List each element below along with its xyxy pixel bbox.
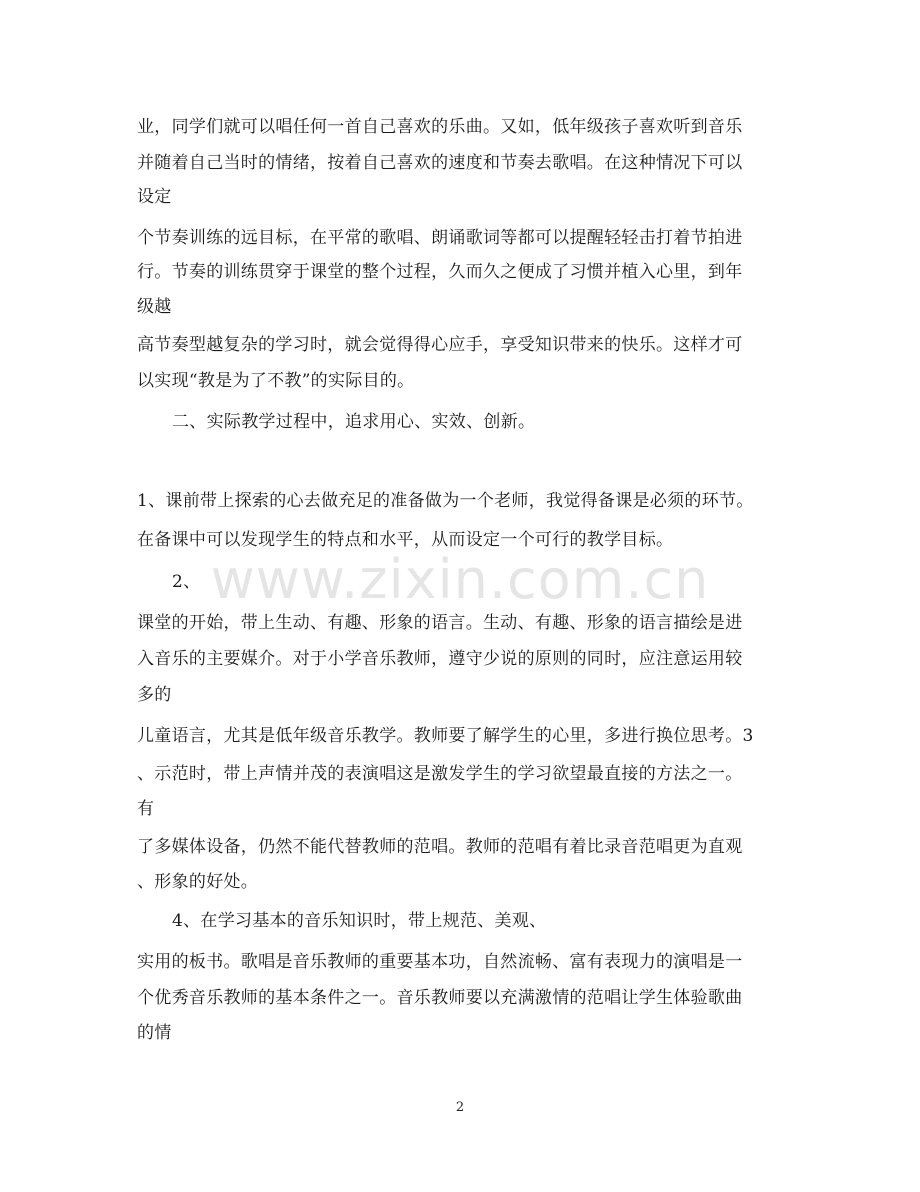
text-line: 个节奏训练的远目标，在平常的歌唱、朗诵歌词等都可以提醒轻轻击打着节拍进 — [137, 228, 743, 248]
list-item-number: 2、 — [172, 572, 201, 592]
watermark: www.zixin.com.cn — [210, 548, 710, 611]
text-line: 级越 — [137, 297, 172, 317]
text-line: 有 — [137, 799, 155, 819]
text-line: 行。节奏的训练贯穿于课堂的整个过程，久而久之便成了习惯并植入心里，到年 — [137, 262, 743, 282]
text-line: 儿童语言，尤其是低年级音乐教学。教师要了解学生的心里，多进行换位思考。3 — [137, 726, 754, 746]
text-line: 、示范时，带上声情并茂的表演唱这是激发学生的学习欲望最直接的方法之一。 — [137, 764, 743, 784]
text-line: 4、在学习基本的音乐知识时，带上规范、美观、 — [172, 911, 547, 931]
text-line: 实用的板书。歌唱是音乐教师的重要基本功，自然流畅、富有表现力的演唱是一 — [137, 952, 743, 972]
text-line: 高节奏型越复杂的学习时，就会觉得得心应手，享受知识带来的快乐。这样才可 — [137, 335, 743, 355]
text-line: 设定 — [137, 187, 172, 207]
text-line: 的情 — [137, 1023, 172, 1043]
text-line: 入音乐的主要媒介。对于小学音乐教师，遵守少说的原则的同时，应注意运用较 — [137, 649, 743, 669]
text-line: 多的 — [137, 685, 172, 705]
text-line: 、形象的好处。 — [137, 872, 259, 892]
text-line: 业，同学们就可以唱任何一首自己喜欢的乐曲。又如，低年级孩子喜欢听到音乐 — [137, 117, 743, 137]
text-line: 在备课中可以发现学生的特点和水平，从而设定一个可行的教学目标。 — [137, 530, 674, 550]
text-line: 并随着自己当时的情绪，按着自己喜欢的速度和节奏去歌唱。在这种情况下可以 — [137, 153, 743, 173]
text-line: 了多媒体设备，仍然不能代替教师的范唱。教师的范唱有着比录音范唱更为直观 — [137, 837, 743, 857]
text-line: 1、课前带上探索的心去做充足的准备做为一个老师，我觉得备课是必须的环节。 — [137, 491, 754, 511]
text-line: 以实现“教是为了不教”的实际目的。 — [137, 371, 415, 391]
text-line: 课堂的开始，带上生动、有趣、形象的语言。生动、有趣、形象的语言描绘是进 — [137, 613, 743, 633]
page-number: 2 — [455, 1100, 465, 1115]
text-line: 个优秀音乐教师的基本条件之一。音乐教师要以充满激情的范唱让学生体验歌曲 — [137, 988, 743, 1008]
section-heading: 二、实际教学过程中，追求用心、实效、创新。 — [172, 412, 536, 432]
